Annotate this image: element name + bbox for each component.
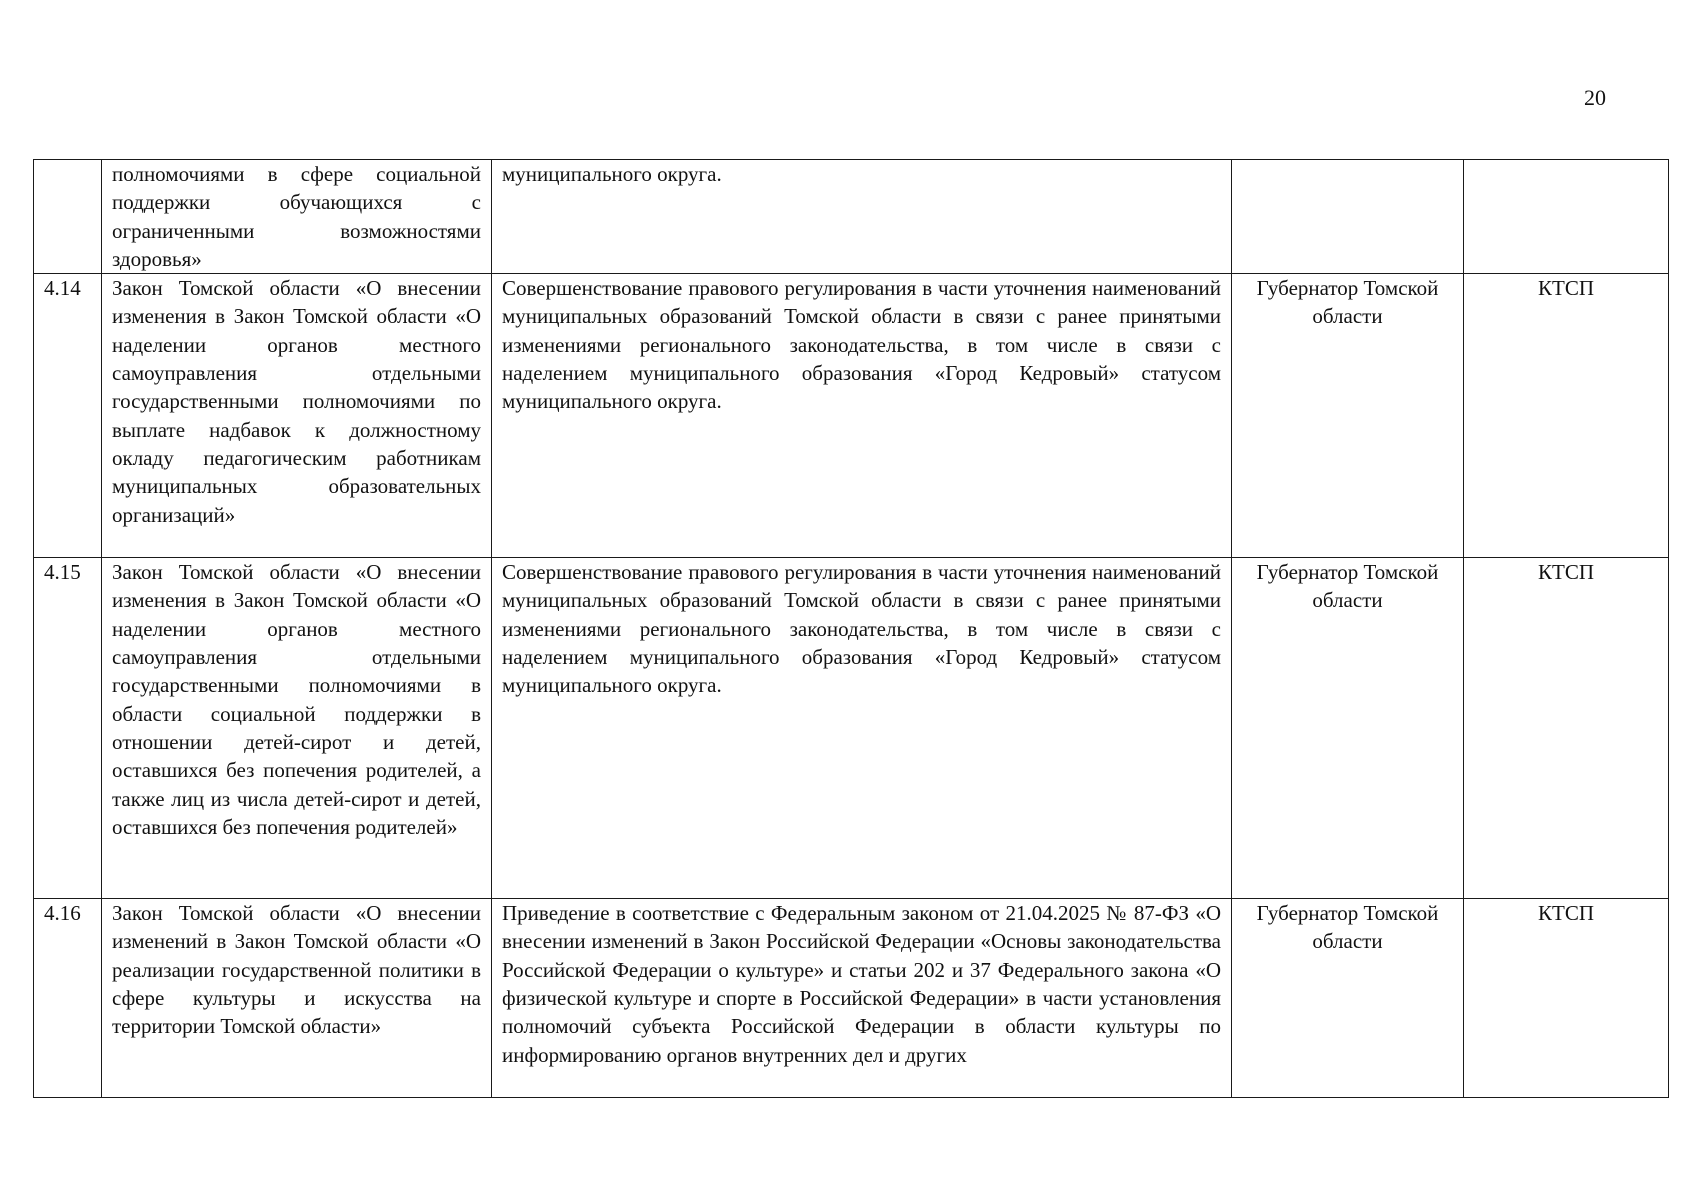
page-number: 20 bbox=[1584, 85, 1606, 110]
table-row bbox=[34, 558, 1669, 899]
law-description: Совершенствование правового регулирования в части уточнения наименований муниципальных образований Томской области в связи с ранее принятыми изменениями регионального законодательства, в том числе в связи с наделением муниципального образования «Город Кедровый» статусом муниципального округа. bbox=[492, 274, 1232, 558]
law-description: Совершенствование правового регулирования в части уточнения наименований муниципальных образований Томской области в связи с ранее принятыми изменениями регионального законодательства, в том числе в связи с наделением муниципального образования «Город Кедровый» статусом муниципального округа. bbox=[492, 558, 1232, 899]
committee: КТСП bbox=[1464, 558, 1669, 899]
table-row bbox=[34, 274, 1669, 558]
responsible-party: Губернатор Томской области bbox=[1232, 899, 1464, 1098]
committee: КТСП bbox=[1464, 899, 1669, 1098]
law-title: полномочиями в сфере социальной поддержки обучающихся с ограниченными возможностями здоровья» bbox=[102, 160, 492, 274]
law-description: муниципального округа. bbox=[492, 160, 1232, 274]
table-row bbox=[34, 160, 1669, 274]
row-number: 4.14 bbox=[34, 274, 102, 558]
law-description: Приведение в соответствие с Федеральным законом от 21.04.2025 № 87-ФЗ «О внесении изменений в Закон Российской Федерации «Основы законодательства Российской Федерации о культуре» и статьи 202 и 37 Федерального закона «О физической культуре и спорте в Российской Федерации» в части установления полномочий субъекта Российской Федерации в области культуры по информированию органов внутренних дел и других bbox=[492, 899, 1232, 1098]
responsible-party: Губернатор Томской области bbox=[1232, 558, 1464, 899]
table-row bbox=[34, 899, 1669, 1098]
row-number bbox=[34, 160, 102, 274]
law-title: Закон Томской области «О внесении изменения в Закон Томской области «О наделении органов местного самоуправления отдельными государственными полномочиями по выплате надбавок к должностному окладу педагогическим работникам муниципальных образовательных организаций» bbox=[102, 274, 492, 558]
law-title: Закон Томской области «О внесении изменений в Закон Томской области «О реализации государственной политики в сфере культуры и искусства на территории Томской области» bbox=[102, 899, 492, 1098]
row-number: 4.15 bbox=[34, 558, 102, 899]
row-number: 4.16 bbox=[34, 899, 102, 1098]
responsible-party bbox=[1232, 160, 1464, 274]
legislation-plan-table bbox=[33, 159, 1669, 1098]
committee bbox=[1464, 160, 1669, 274]
law-title: Закон Томской области «О внесении изменения в Закон Томской области «О наделении органов местного самоуправления отдельными государственными полномочиями в области социальной поддержки в отношении детей-сирот и детей, оставшихся без попечения родителей, а также лиц из числа детей-сирот и детей, оставшихся без попечения родителей» bbox=[102, 558, 492, 899]
responsible-party: Губернатор Томской области bbox=[1232, 274, 1464, 558]
committee: КТСП bbox=[1464, 274, 1669, 558]
